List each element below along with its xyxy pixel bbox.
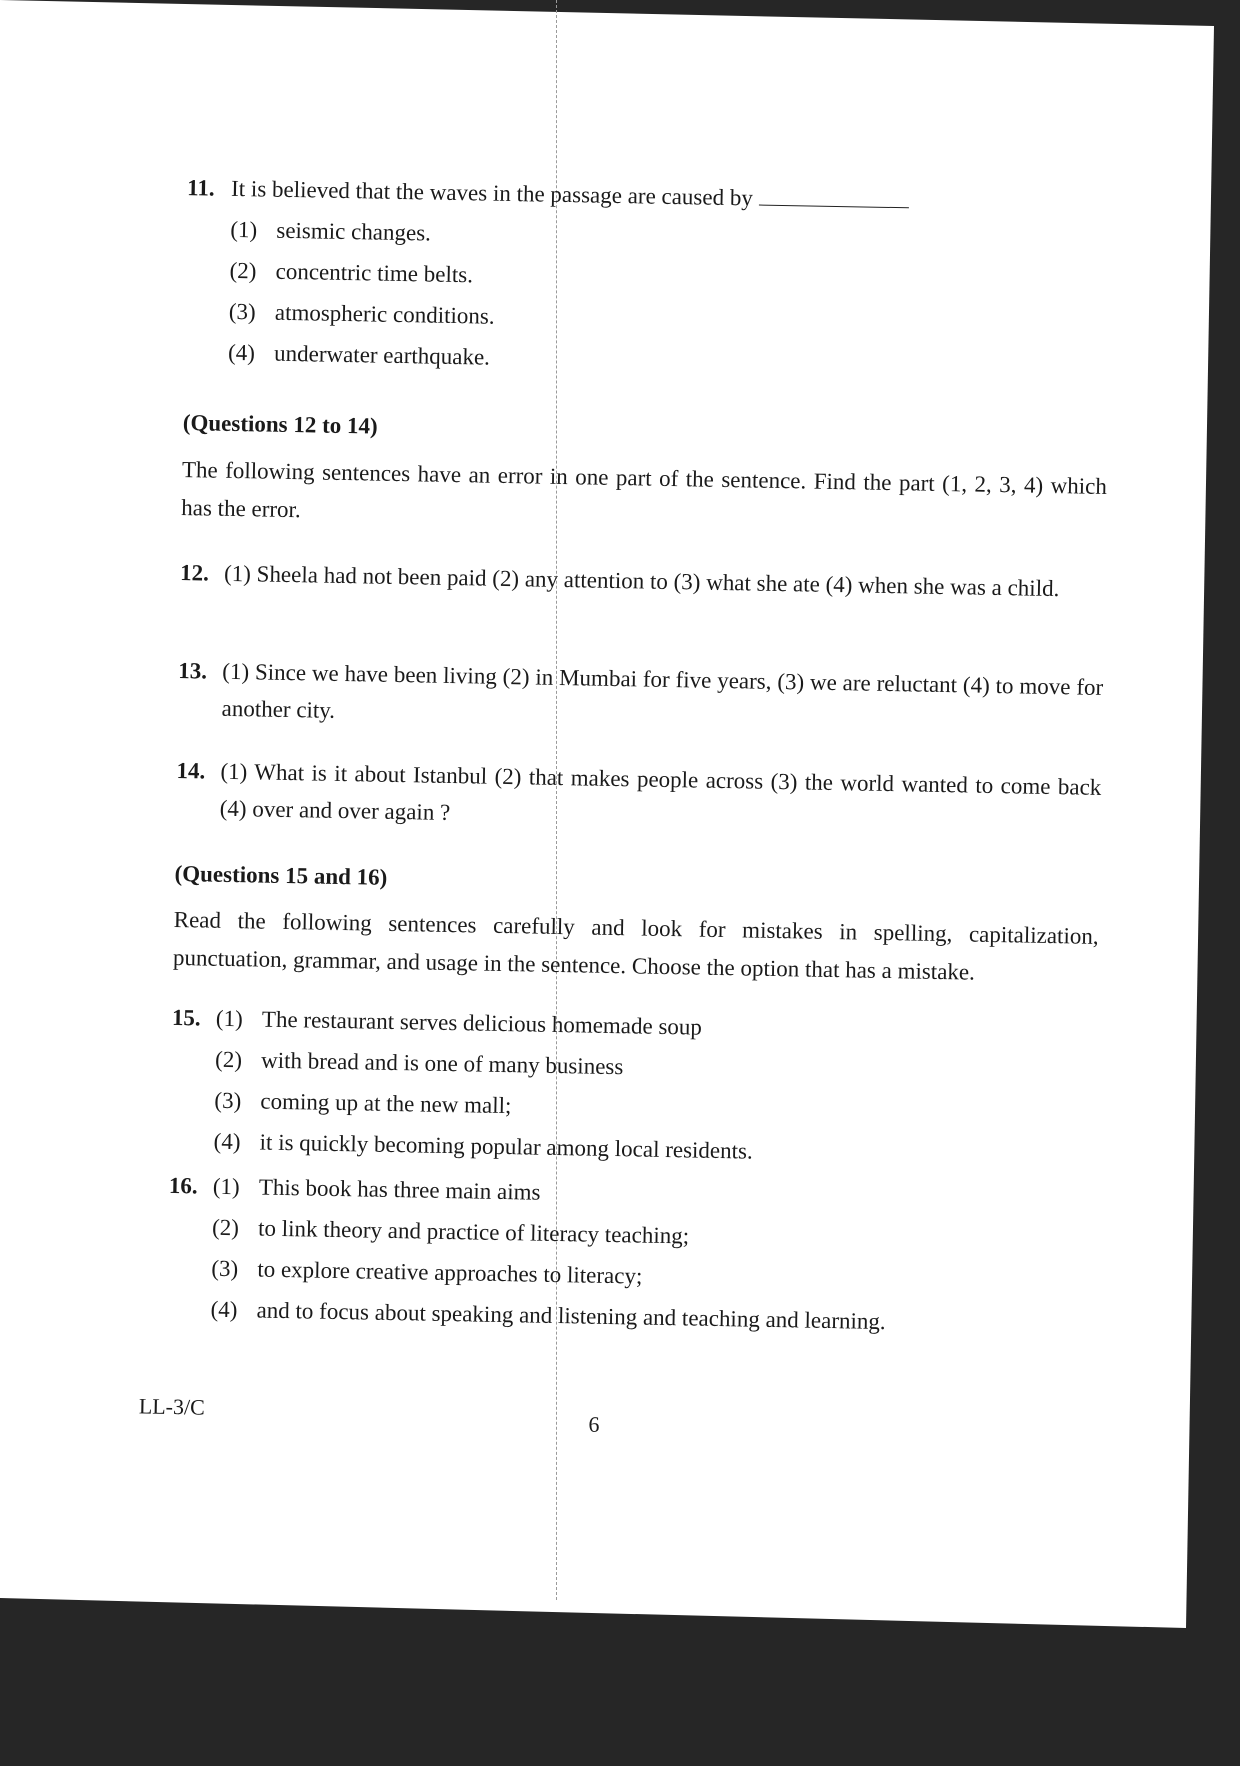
section-heading-12-14: (Questions 12 to 14) (182, 410, 378, 439)
question-14 (175, 753, 1101, 844)
option-text: atmospheric conditions. (274, 299, 495, 329)
option-4 (228, 337, 1109, 383)
section-instruction-12-14: The following sentences have an error in one part of the sentence. Find the part (1, 2, 3, 4) which has the error. (181, 457, 1108, 523)
option-number: (2) (229, 257, 257, 284)
question-number: 16. (168, 1172, 198, 1199)
option-number: (4) (213, 1128, 241, 1154)
section-heading-15-16: (Questions 15 and 16) (174, 860, 388, 890)
booklet-code: LL-3/C (138, 1393, 206, 1420)
option-text: and to focus about speaking and listening and teaching and learning. (256, 1297, 886, 1334)
option-number: (2) (214, 1046, 243, 1073)
option-3 (211, 1253, 1092, 1299)
question-16 (166, 1171, 1094, 1340)
option-text: concentric time belts. (275, 258, 474, 288)
option-3 (214, 1086, 1095, 1132)
option-number: (4) (227, 339, 256, 365)
option-number: (1) (230, 216, 258, 243)
question-text: (1) Sheela had not been paid (2) any attention to (3) what she ate (4) when she was a child. (223, 560, 1060, 602)
question-number: 11. (186, 175, 215, 201)
option-number: (3) (214, 1087, 242, 1113)
option-text: seismic changes. (276, 217, 432, 246)
option-2 (229, 256, 1110, 302)
option-4 (213, 1126, 1094, 1172)
answer-blank (759, 187, 909, 209)
option-text: to link theory and practice of literacy teaching; (257, 1215, 690, 1249)
option-text: underwater earthquake. (273, 340, 491, 370)
option-text: This book has three main aims (258, 1174, 541, 1205)
question-number: 14. (176, 757, 206, 784)
option-text: to explore creative approaches to literacy; (257, 1256, 643, 1289)
question-number: 15. (171, 1004, 201, 1031)
option-3 (229, 297, 1110, 343)
question-13 (177, 653, 1103, 744)
question-text: (1) What is it about Istanbul (2) that makes people across (3) the world wanted to come back (4) over and over again ? (219, 758, 1102, 825)
question-number: 12. (179, 560, 210, 586)
question-15 (169, 1003, 1097, 1172)
option-number: (1) (212, 1173, 240, 1200)
option-text: with bread and is one of many business (260, 1047, 624, 1080)
option-1 (230, 215, 1111, 261)
question-12 (180, 555, 1106, 609)
option-text: The restaurant serves delicious homemade soup (261, 1006, 703, 1040)
option-number: (3) (211, 1255, 239, 1281)
option-text: coming up at the new mall; (260, 1088, 512, 1118)
option-2 (212, 1213, 1093, 1259)
option-2 (215, 1045, 1096, 1091)
section-instruction-15-16: Read the following sentences carefully and look for mistakes in spelling, capitalization, punctuation, grammar, and usage in the sentence. Choose the option that has a mistake. (172, 906, 1099, 985)
page-number: 6 (588, 1411, 600, 1437)
question-number: 13. (178, 657, 208, 684)
option-number: (1) (215, 1005, 243, 1032)
option-number: (3) (228, 298, 256, 325)
question-text: (1) Since we have been living (2) in Mumbai for five years, (3) we are reluctant (4) to move for another city. (221, 658, 1104, 723)
question-11 (184, 173, 1112, 383)
option-number: (4) (210, 1296, 238, 1322)
option-number: (2) (211, 1214, 240, 1241)
question-text: It is believed that the waves in the passage are caused by (230, 175, 754, 211)
option-4 (210, 1294, 1091, 1340)
option-text: it is quickly becoming popular among local residents. (259, 1129, 753, 1164)
